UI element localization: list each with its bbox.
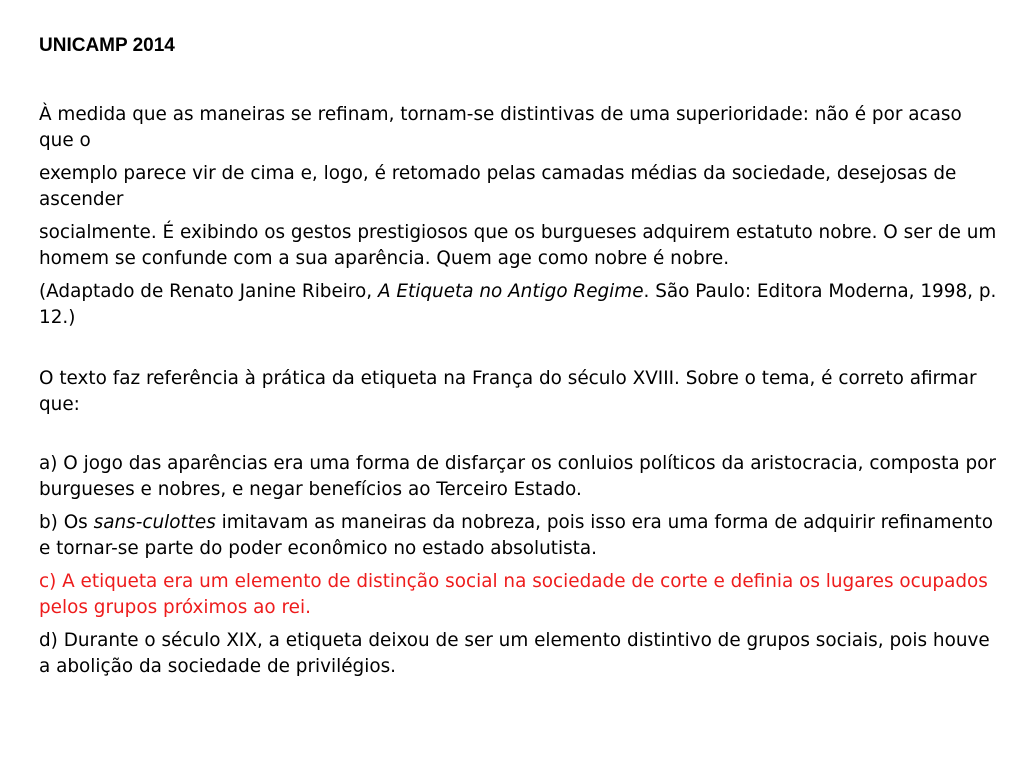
option-b-prefix: b) Os xyxy=(39,512,94,533)
slide-title: UNICAMP 2014 xyxy=(39,35,175,56)
option-c-correct-answer: c) A etiqueta era um elemento de distinção social na sociedade de corte e definia os lugares ocupados pelos grupos próximos ao rei. xyxy=(39,571,988,618)
passage-paragraph-3: socialmente. É exibindo os gestos prestigiosos que os burgueses adquirem estatuto nobre. O ser de um homem se confunde com a sua aparência. Quem age como nobre é nobre. xyxy=(39,222,997,269)
passage-citation xyxy=(39,279,999,331)
option-a: a) O jogo das aparências era uma forma de disfarçar os conluios políticos da aristocracia, composta por burgueses e nobres, e negar benefícios ao Terceiro Estado. xyxy=(39,453,996,500)
option-d: d) Durante o século XIX, a etiqueta deixou de ser um elemento distintivo de grupos sociais, pois houve a abolição da sociedade de privilégios. xyxy=(39,630,990,677)
spacer xyxy=(39,338,999,366)
option-b xyxy=(39,510,999,562)
question-text: O texto faz referência à prática da etiqueta na França do século XVIII. Sobre o tema, é correto afirmar que: xyxy=(39,368,977,415)
passage-paragraph-1: À medida que as maneiras se refinam, tornam-se distintivas de uma superioridade: não é por acaso que o xyxy=(39,104,962,151)
option-b-term: sans-culottes xyxy=(93,512,216,533)
spacer xyxy=(39,425,999,451)
citation-prefix: (Adaptado de Renato Janine Ribeiro, xyxy=(39,281,378,302)
citation-book-title: A Etiqueta no Antigo Regime xyxy=(378,281,644,302)
passage-paragraph-2: exemplo parece vir de cima e, logo, é retomado pelas camadas médias da sociedade, desejosas de ascender xyxy=(39,163,957,210)
citation-suffix: . São Paulo: Editora Moderna, 1998, p. 12.) xyxy=(39,281,997,328)
option-b-suffix: imitavam as maneiras da nobreza, pois isso era uma forma de adquirir refinamento e tornar-se parte do poder econômico no estado absolutista. xyxy=(39,512,993,559)
slide-body xyxy=(39,102,999,687)
